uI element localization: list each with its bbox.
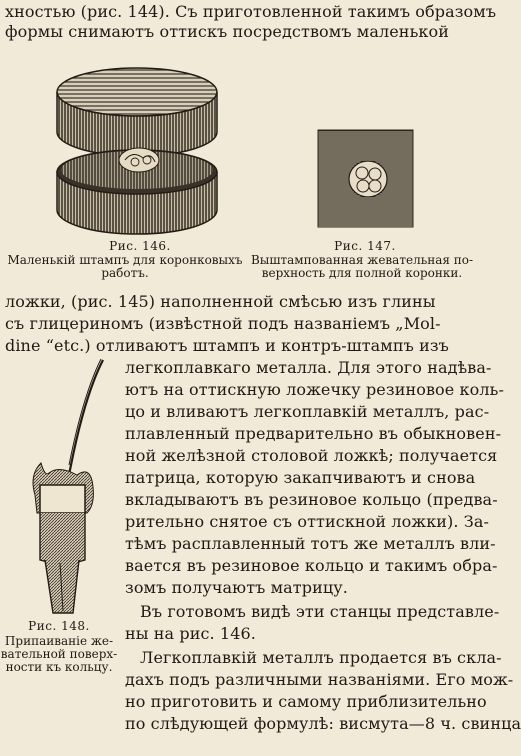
text-line-full-2: съ глицериномъ (извѣстной подъ названіемъ „Mol-: [5, 314, 441, 333]
text-line-2: формы снимаютъ оттискъ посредствомъ маленькой: [5, 22, 449, 41]
figure-146-stamp-illustration: [55, 60, 220, 238]
text-line-full-1: ложки, (рис. 145) наполненной смѣсью изъ глины: [5, 292, 436, 311]
figure-148-soldering-illustration: [15, 355, 115, 615]
rc-line-12: Въ готовомъ видѣ эти станцы представле-: [140, 602, 500, 621]
rc-line-2: ютъ на оттискную ложечку резиновое коль-: [125, 380, 504, 399]
rc-line-11: зомъ получаютъ матрицу.: [125, 578, 348, 597]
rc-line-1: легкоплавкаго металла. Для этого надѣва-: [125, 358, 492, 377]
rc-line-14: Легкоплавкій металлъ продается въ скла-: [140, 648, 502, 667]
rc-line-8: рительно снятое съ оттискной ложки). За-: [125, 512, 489, 531]
rc-line-3: цо и вливаютъ легкоплавкій металлъ, рас-: [125, 402, 490, 421]
figure-147-title: Рис. 147.: [334, 239, 396, 253]
figure-147-caption: Выштампованная жевательная по- верхность для полной коронки.: [250, 253, 474, 280]
rc-line-16: но приготовить и самому приблизительно: [125, 692, 487, 711]
rc-line-10: вается въ резиновое кольцо и такимъ обра-: [125, 556, 498, 575]
rc-line-17: по слѣдующей формулѣ: висмута—8 ч. свинца: [125, 714, 521, 733]
text-line-1: хностью (рис. 144). Съ приготовленной такимъ образомъ: [5, 2, 497, 21]
figure-146-title: Рис. 146.: [109, 239, 171, 253]
rc-line-13: ны на рис. 146.: [125, 624, 256, 643]
figure-148-caption: Рис. 148. Припаиваніе же- вательной поверх- ности къ кольцу.: [0, 619, 118, 674]
figure-146-caption: Маленькій штампъ для коронковыхъ работъ.: [7, 253, 243, 280]
rc-line-6: патрица, которую закапчиваютъ и снова: [125, 468, 476, 487]
rc-line-4: плавленный предварительно въ обыкновен-: [125, 424, 502, 443]
text-line-full-3: dine “etc.) отливаютъ штампъ и контръ-штампъ изъ: [5, 336, 449, 355]
rc-line-7: вкладываютъ въ резиновое кольцо (предва-: [125, 490, 498, 509]
figure-147-occlusal-surface: [318, 130, 413, 227]
rc-line-5: ной желѣзной столовой ложкѣ; получается: [125, 446, 498, 465]
rc-line-9: тѣмъ расплавленный тотъ же металлъ вли-: [125, 534, 496, 553]
rc-line-15: дахъ подъ различными названіями. Его мож-: [125, 670, 514, 689]
